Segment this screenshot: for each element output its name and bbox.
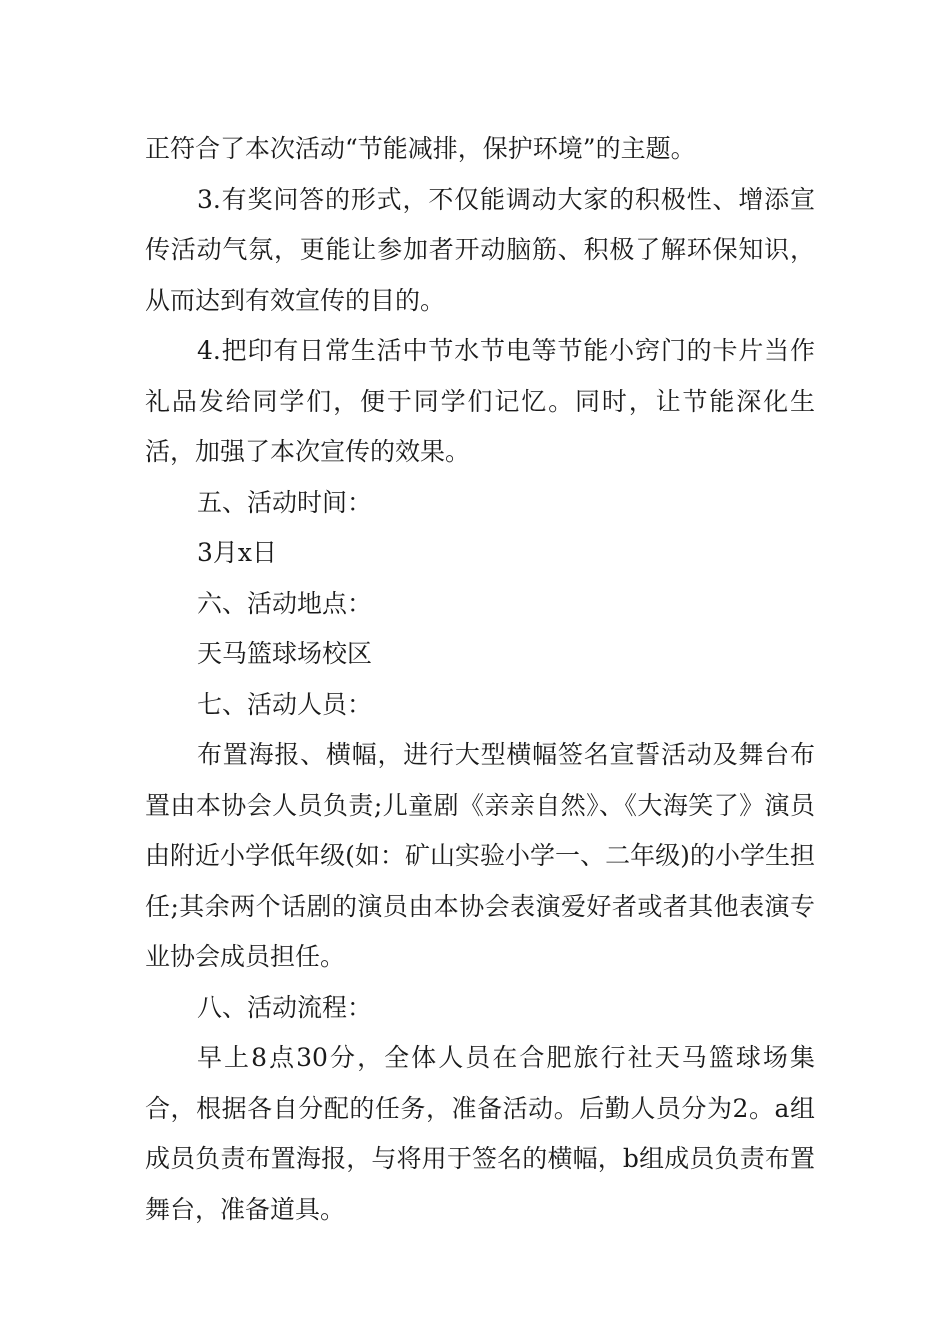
activity-location: 天马篮球场校区 xyxy=(197,639,373,668)
document-body xyxy=(145,124,815,1235)
paragraph-item-4: 4.把印有日常生活中节水节电等节能小窍门的卡片当作礼品发给同学们，便于同学们记忆。同时，让节能深化生活，加强了本次宣传的效果。 xyxy=(145,336,815,466)
paragraph-continuation: 正符合了本次活动“节能减排，保护环境”的主题。 xyxy=(145,134,696,163)
section-heading-process: 八、活动流程： xyxy=(197,992,373,1022)
personnel-paragraph: 布置海报、横幅，进行大型横幅签名宣誓活动及舞台布置由本协会人员负责;儿童剧《亲亲自然》、《大海笑了》演员由附近小学低年级(如：矿山实验小学一、二年级)的小学生担任;其余两个话剧的演员由本协会表演爱好者或者其他表演专业协会成员担任。 xyxy=(145,740,815,971)
process-paragraph: 早上8点30分，全体人员在合肥旅行社天马篮球场集合，根据各自分配的任务，准备活动。后勤人员分为2。a组成员负责布置海报，与将用于签名的横幅，b组成员负责布置舞台，准备道具。 xyxy=(145,1043,815,1224)
section-heading-time: 五、活动时间： xyxy=(197,487,373,517)
activity-date: 3月x日 xyxy=(197,538,278,567)
section-heading-location: 六、活动地点： xyxy=(197,588,373,618)
paragraph-item-3: 3.有奖问答的形式，不仅能调动大家的积极性、增添宣传活动气氛，更能让参加者开动脑筋、积极了解环保知识，从而达到有效宣传的目的。 xyxy=(145,184,815,315)
section-heading-personnel: 七、活动人员： xyxy=(197,689,373,719)
